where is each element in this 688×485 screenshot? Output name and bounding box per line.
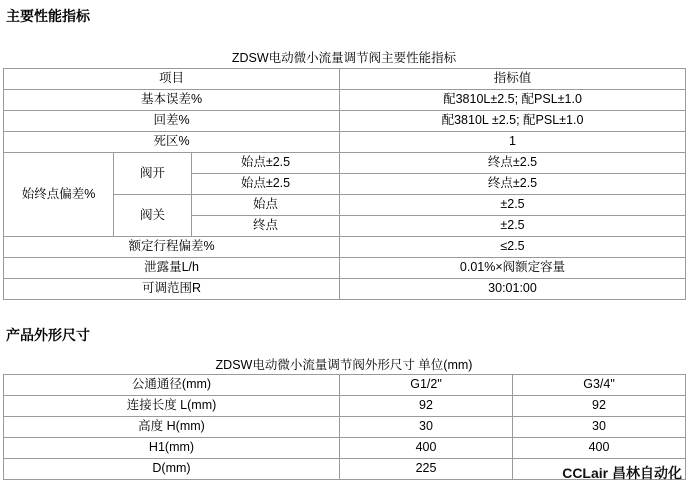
row-label: 泄露量L/h <box>4 258 340 279</box>
table-row <box>4 258 686 279</box>
table-row <box>4 111 686 132</box>
watermark-logo: CCLair 昌林自动化 <box>562 465 682 481</box>
table-row <box>4 375 686 396</box>
row-label: 基本误差% <box>4 90 340 111</box>
deviation-value: 终点±2.5 <box>340 153 686 174</box>
table-row <box>4 279 686 300</box>
table-row <box>4 90 686 111</box>
row-value: 400 <box>513 438 686 459</box>
row-label: 高度 H(mm) <box>4 417 340 438</box>
deviation-sub-label: 终点 <box>192 216 340 237</box>
row-value: G1/2" <box>340 375 513 396</box>
row-value: 30:01:00 <box>340 279 686 300</box>
table-row <box>4 69 686 90</box>
row-value: 0.01%×阀额定容量 <box>340 258 686 279</box>
row-label: D(mm) <box>4 459 340 480</box>
table-row <box>4 237 686 258</box>
row-label: 死区% <box>4 132 340 153</box>
page-title-dimensions: 产品外形尺寸 <box>6 327 90 343</box>
deviation-sub-label: 始点 <box>192 195 340 216</box>
deviation-value: 终点±2.5 <box>340 174 686 195</box>
table-row <box>4 132 686 153</box>
page-title-performance: 主要性能指标 <box>6 8 90 24</box>
row-value: 30 <box>513 417 686 438</box>
deviation-sub-label: 始点±2.5 <box>192 153 340 174</box>
table-row <box>4 417 686 438</box>
table-row <box>4 438 686 459</box>
deviation-sub-label: 始点±2.5 <box>192 174 340 195</box>
row-value: 225 <box>340 459 513 480</box>
row-label: 连接长度 L(mm) <box>4 396 340 417</box>
row-value: G3/4" <box>513 375 686 396</box>
table-caption-performance: ZDSW电动微小流量调节阀主要性能指标 <box>231 51 457 65</box>
row-value: ≤2.5 <box>340 237 686 258</box>
row-label: 回差% <box>4 111 340 132</box>
deviation-label: 始终点偏差% <box>4 153 114 237</box>
row-value: 400 <box>340 438 513 459</box>
row-value: 92 <box>340 396 513 417</box>
row-value: 1 <box>340 132 686 153</box>
row-label: 额定行程偏差% <box>4 237 340 258</box>
table-caption-dimensions: ZDSW电动微小流量调节阀外形尺寸 单位(mm) <box>215 358 473 372</box>
row-value: 配3810L±2.5; 配PSL±1.0 <box>340 90 686 111</box>
row-label: H1(mm) <box>4 438 340 459</box>
row-value: 配3810L ±2.5; 配PSL±1.0 <box>340 111 686 132</box>
deviation-value: ±2.5 <box>340 216 686 237</box>
deviation-group-label: 阀关 <box>114 195 192 237</box>
table-header-cell: 项目 <box>4 69 340 90</box>
table-header-cell: 指标值 <box>340 69 686 90</box>
deviation-value: ±2.5 <box>340 195 686 216</box>
performance-table <box>3 68 686 300</box>
table-row <box>4 153 686 174</box>
row-value: 30 <box>340 417 513 438</box>
table-row <box>4 396 686 417</box>
deviation-group-label: 阀开 <box>114 153 192 195</box>
row-label: 公通通径(mm) <box>4 375 340 396</box>
row-value: 92 <box>513 396 686 417</box>
row-label: 可调范围R <box>4 279 340 300</box>
